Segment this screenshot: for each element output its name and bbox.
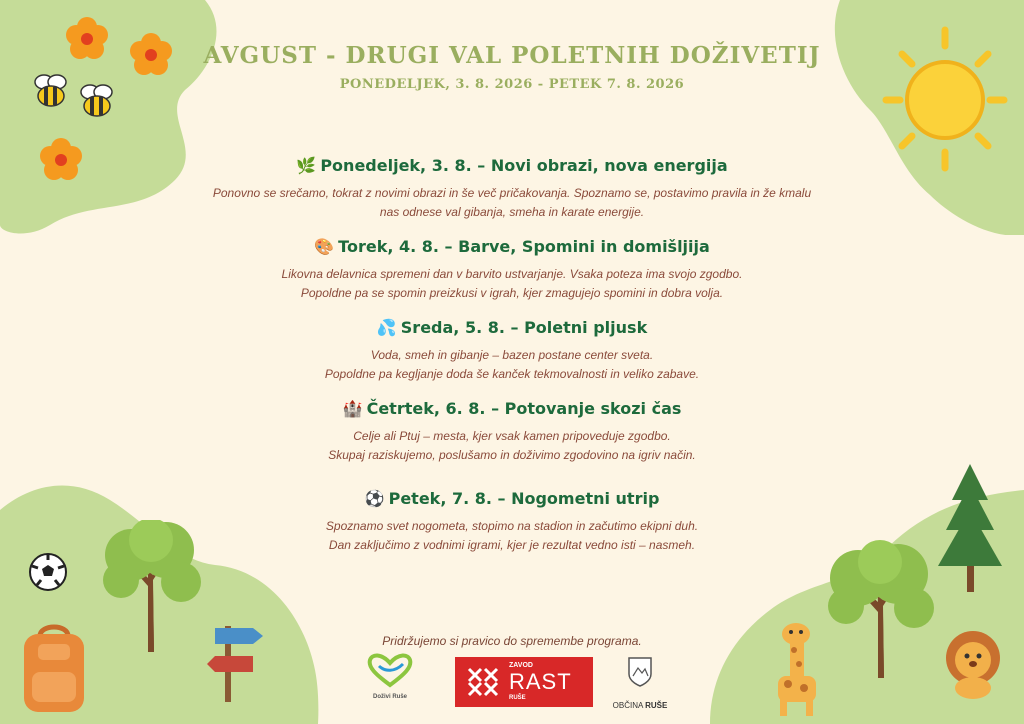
zavod-rast-logo [455, 657, 593, 707]
logo-text: Doživi Ruše [372, 694, 407, 700]
soccer-ball-icon [28, 552, 68, 592]
logo-rast-top: ZAVOD [509, 662, 533, 669]
disclaimer: Pridržujemo si pravico do spremembe programa. [382, 634, 642, 648]
day-heading: ⚽ Petek, 7. 8. – Nogometni utrip [364, 489, 660, 508]
day-thursday [160, 398, 864, 465]
day-description: Spoznamo svet nogometa, stopimo na stadion in začutimo ekipni duh. Dan zaključimo z vodnimi igrami, kjer je rezultat vedno isti – nasmeh. [325, 519, 699, 552]
dozivi-ruse-logo [356, 652, 424, 700]
day-monday [160, 155, 864, 222]
day-description: Celje ali Ptuj – mesta, kjer vsak kamen pripoveduje zgodbo. Skupaj raziskujemo, poslušamo in doživimo zgodovino na igriv način. [328, 429, 696, 462]
herb-icon: 🌿 [296, 156, 317, 175]
date-range: PONEDELJEK, 3. 8. 2026 - PETEK 7. 8. 2026 [339, 77, 685, 92]
day-description: Voda, smeh in gibanje – bazen postane center sveta. Popoldne pa kegljanje doda še kanček tekmovalnosti in veliko zabave. [324, 348, 700, 381]
page-title: AVGUST - DRUGI VAL POLETNIH DOŽIVETIJ [203, 42, 821, 69]
day-heading: 🎨 Torek, 4. 8. – Barve, Spomini in domišljija [314, 237, 710, 256]
obcina-ruse-logo [604, 656, 676, 710]
logo-obcina-text: OBČINA RUŠE [612, 701, 668, 710]
day-description: Likovna delavnica spremeni dan v barvito ustvarjanje. Vsaka poteza ima svojo zgodbo. Popoldne pa se spomin preizkusi v igrah, kjer zmagujejo spomini in dobra volja. [281, 267, 743, 300]
day-tuesday [160, 236, 864, 303]
day-wednesday [160, 317, 864, 384]
castle-icon: 🏰 [342, 399, 363, 418]
crest-icon [627, 656, 653, 688]
rast-emblem-icon [465, 665, 501, 699]
soccer-ball-icon: ⚽ [364, 489, 385, 508]
day-heading: 💦 Sreda, 5. 8. – Poletni pljusk [376, 318, 648, 337]
day-heading: 🌿 Ponedeljek, 3. 8. – Novi obrazi, nova energija [296, 156, 728, 175]
flower-icon [36, 135, 86, 185]
logo-rast-bottom: RUŠE [509, 695, 526, 701]
logo-rast-main: RAST [509, 669, 572, 694]
day-friday [160, 488, 864, 555]
water-drops-icon: 💦 [376, 318, 397, 337]
palette-icon: 🎨 [314, 237, 335, 256]
day-heading: 🏰 Četrtek, 6. 8. – Potovanje skozi čas [342, 399, 682, 418]
day-description: Ponovno se srečamo, tokrat z novimi obrazi in še več pričakovanja. Spoznamo se, postavimo pravila in že kmalu nas odnese val gibanja, smeha in karate energije. [212, 186, 812, 219]
pine-tree-icon [930, 462, 1010, 592]
tree-icon [822, 540, 940, 680]
heart-logo-icon [365, 652, 415, 688]
